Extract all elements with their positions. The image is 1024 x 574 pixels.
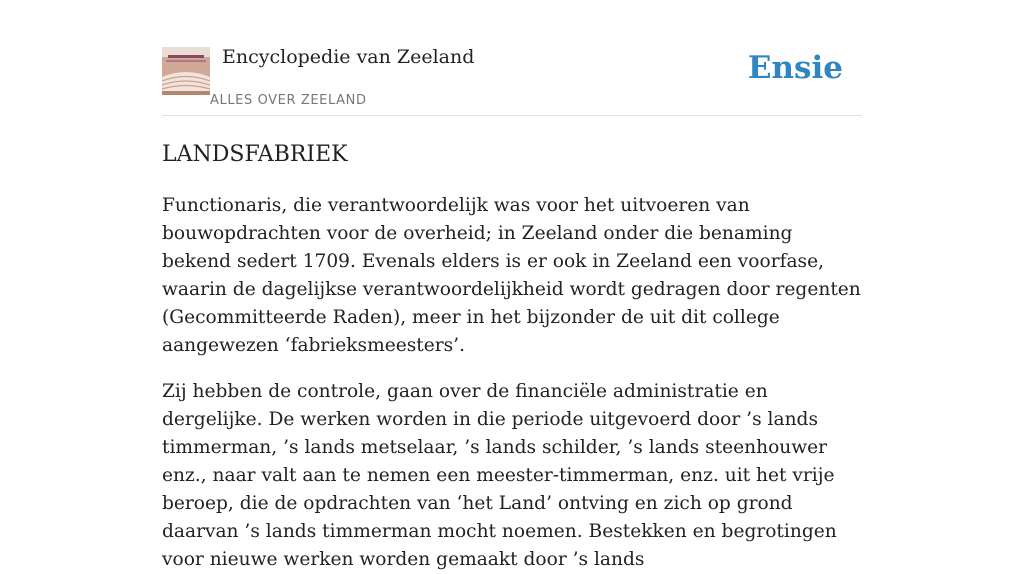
site-header	[162, 40, 862, 116]
brand-logo-link[interactable]: Ensie	[747, 50, 843, 86]
article-title: LANDSFABRIEK	[162, 142, 348, 167]
site-avatar[interactable]	[162, 47, 210, 95]
site-subtitle: ALLES OVER ZEELAND	[210, 93, 367, 108]
article-paragraph: Functionaris, die verantwoordelijk was voor het uitvoeren van bouwopdrachten voor de overheid; in Zeeland onder die benaming bekend sedert 1709. Evenals elders is er ook in Zeeland een voorfase, waarin de dagelijkse verantwoordelijkheid wordt gedragen door regenten (Gecommitteerde Raden), meer in het bijzonder de uit dit college aangewezen ‘fabrieksmeesters’.	[162, 195, 861, 356]
book-pages-icon	[162, 47, 210, 95]
article-paragraph: Zij hebben de controle, gaan over de financiële administratie en dergelijke. De werken worden in die periode uitgevoerd door ’s lands timmerman, ’s lands metselaar, ’s lands schilder, ’s lands steenhouwer enz., naar valt aan te nemen een meester-timmerman, enz. uit het vrije beroep, die de opdrachten van ‘het Land’ ontving en zich op grond daarvan ’s lands timmerman mocht noemen. Bestekken en begrotingen voor nieuwe werken worden gemaakt door ’s lands	[162, 381, 837, 570]
article	[162, 116, 862, 574]
site-title[interactable]: Encyclopedie van Zeeland	[222, 46, 475, 68]
